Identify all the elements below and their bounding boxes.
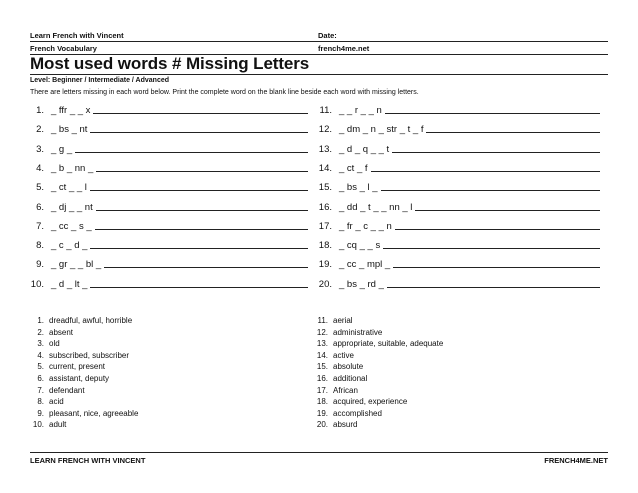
answer-blank-line[interactable] xyxy=(395,229,600,230)
answer-blank-line[interactable] xyxy=(371,171,600,172)
exercise-row xyxy=(312,122,600,135)
answer-blank-line[interactable] xyxy=(385,113,600,114)
missing-letters-word: _ dj _ _ nt xyxy=(51,201,93,213)
answer-blank-line[interactable] xyxy=(75,152,308,153)
translation-text: appropriate, suitable, adequate xyxy=(333,339,444,349)
translation-text: acid xyxy=(49,397,64,407)
exercise-number: 11. xyxy=(319,105,332,116)
missing-letters-word: _ gr _ _ bl _ xyxy=(51,259,102,271)
exercise-number: 9. xyxy=(36,259,44,271)
translation-number: 10. xyxy=(32,420,44,430)
translation-number: 1. xyxy=(37,316,44,325)
translation-text: dreadful, awful, horrible xyxy=(49,316,133,325)
translation-item xyxy=(30,316,132,325)
translation-text: old xyxy=(49,339,60,349)
exercise-row xyxy=(312,219,600,232)
answer-blank-line[interactable] xyxy=(95,229,308,230)
answer-blank-line[interactable] xyxy=(426,132,600,133)
answer-blank-line[interactable] xyxy=(381,190,600,191)
header-rule-1 xyxy=(30,41,608,42)
date-label: Date: xyxy=(318,31,337,40)
missing-letters-word: _ dd _ t _ _ nn _ l xyxy=(339,201,413,213)
exercise-number: 2. xyxy=(36,124,44,136)
missing-letters-word: _ ct _ f xyxy=(339,162,368,174)
translation-text: administrative xyxy=(333,327,383,337)
exercise-number: 12. xyxy=(318,124,332,136)
translation-number: 17. xyxy=(316,385,328,395)
translation-number: 6. xyxy=(37,374,44,383)
translation-number: 16. xyxy=(316,374,328,383)
exercise-number: 10. xyxy=(30,278,44,290)
exercise-number: 6. xyxy=(36,201,44,213)
translation-text: absolute xyxy=(333,362,364,372)
translation-text: African xyxy=(333,385,358,395)
exercise-number: 20. xyxy=(318,278,332,290)
missing-letters-word: _ cq _ _ s xyxy=(339,240,381,252)
translation-number: 5. xyxy=(37,362,44,372)
missing-letters-word: _ _ r _ _ n xyxy=(339,105,382,116)
exercise-number: 4. xyxy=(36,162,44,174)
translation-item xyxy=(30,374,109,383)
translation-item xyxy=(314,420,357,429)
missing-letters-word: _ b _ nn _ xyxy=(51,162,94,174)
missing-letters-word: _ cc _ mpl _ xyxy=(339,259,391,271)
exercise-number: 5. xyxy=(36,182,44,194)
translation-text: absurd xyxy=(333,420,358,430)
answer-blank-line[interactable] xyxy=(393,267,600,268)
answer-blank-line[interactable] xyxy=(93,113,308,114)
subject-label: French Vocabulary xyxy=(30,44,97,53)
exercise-row xyxy=(312,180,600,193)
footer-rule xyxy=(30,452,608,453)
missing-letters-word: _ g _ xyxy=(51,143,73,155)
exercise-row xyxy=(24,180,308,193)
footer-left: LEARN FRENCH WITH VINCENT xyxy=(30,456,146,465)
exercise-number: 15. xyxy=(318,182,332,194)
site-name: Learn French with Vincent xyxy=(30,31,124,40)
translation-item xyxy=(314,386,358,395)
translation-number: 8. xyxy=(37,397,44,407)
instructions: There are letters missing in each word below. Print the complete word on the blank line beside each word with missing letters. xyxy=(30,89,419,96)
exercise-number: 17. xyxy=(318,220,332,232)
translation-number: 12. xyxy=(316,327,328,337)
translation-number: 13. xyxy=(316,339,328,349)
answer-blank-line[interactable] xyxy=(90,132,308,133)
translation-number: 15. xyxy=(316,362,328,372)
exercise-row xyxy=(24,161,308,174)
exercise-row xyxy=(24,122,308,135)
translation-number: 3. xyxy=(37,339,44,349)
translation-item xyxy=(30,409,138,418)
missing-letters-word: _ d _ lt _ xyxy=(51,278,88,290)
answer-blank-line[interactable] xyxy=(96,171,308,172)
translation-text: acquired, experience xyxy=(333,397,408,407)
level-label: Level: Beginner / Intermediate / Advanced xyxy=(30,77,170,84)
answer-blank-line[interactable] xyxy=(104,267,308,268)
missing-letters-word: _ ct _ _ l xyxy=(51,182,87,194)
translation-item xyxy=(30,339,60,348)
translation-item xyxy=(314,351,354,360)
exercise-number: 8. xyxy=(36,240,44,252)
exercise-number: 14. xyxy=(318,162,332,174)
translation-text: additional xyxy=(333,374,368,383)
missing-letters-word: _ bs _ rd _ xyxy=(339,278,384,290)
exercise-row xyxy=(24,257,308,270)
translation-item xyxy=(314,328,382,337)
exercise-number: 19. xyxy=(318,259,332,271)
translation-item xyxy=(314,397,407,406)
missing-letters-word: _ c _ d _ xyxy=(51,240,88,252)
translation-item xyxy=(30,386,85,395)
missing-letters-word: _ d _ q _ _ t xyxy=(339,143,390,155)
missing-letters-word: _ bs _ nt xyxy=(51,124,88,136)
domain-label: french4me.net xyxy=(318,44,370,53)
translation-number: 4. xyxy=(37,350,44,360)
missing-letters-word: _ bs _ l _ xyxy=(339,182,378,194)
translation-text: current, present xyxy=(49,362,106,372)
translation-text: aerial xyxy=(333,316,353,325)
exercise-number: 3. xyxy=(36,143,44,155)
translation-number: 2. xyxy=(37,327,44,337)
translation-text: accomplished xyxy=(333,408,382,418)
translation-text: assistant, deputy xyxy=(49,374,110,383)
exercise-row xyxy=(24,219,308,232)
exercise-row xyxy=(24,200,308,213)
translation-text: adult xyxy=(49,420,67,430)
translation-number: 11. xyxy=(317,316,328,325)
translation-item xyxy=(30,397,64,406)
title-rule xyxy=(30,74,608,75)
translation-item xyxy=(30,351,129,360)
translation-number: 19. xyxy=(316,408,328,418)
exercise-row xyxy=(24,277,308,290)
exercise-row xyxy=(24,238,308,251)
translation-number: 7. xyxy=(37,385,44,395)
exercise-row xyxy=(312,161,600,174)
translation-number: 14. xyxy=(316,350,328,360)
translation-number: 9. xyxy=(37,408,44,418)
footer-right: FRENCH4ME.NET xyxy=(544,456,608,465)
exercise-row xyxy=(312,103,600,116)
exercise-number: 18. xyxy=(318,240,332,252)
exercise-number: 16. xyxy=(318,201,332,213)
answer-blank-line[interactable] xyxy=(90,248,308,249)
translation-item xyxy=(30,328,73,337)
exercise-number: 7. xyxy=(36,220,44,232)
exercise-row xyxy=(24,142,308,155)
answer-blank-line[interactable] xyxy=(90,190,308,191)
translation-text: active xyxy=(333,350,354,360)
missing-letters-word: _ dm _ n _ str _ t _ f xyxy=(339,124,424,136)
translation-text: subscribed, subscriber xyxy=(49,350,130,360)
exercise-row xyxy=(312,142,600,155)
exercise-row xyxy=(312,257,600,270)
translation-item xyxy=(314,362,363,371)
missing-letters-word: _ cc _ s _ xyxy=(51,220,92,232)
translation-item xyxy=(314,409,382,418)
answer-blank-line[interactable] xyxy=(383,248,600,249)
translation-item xyxy=(314,316,353,325)
translation-text: pleasant, nice, agreeable xyxy=(49,408,139,418)
answer-blank-line[interactable] xyxy=(96,210,308,211)
answer-blank-line[interactable] xyxy=(415,210,600,211)
answer-blank-line[interactable] xyxy=(387,287,600,288)
exercise-number: 1. xyxy=(36,105,44,116)
exercise-row xyxy=(24,103,308,116)
translation-number: 18. xyxy=(316,397,328,407)
translation-item xyxy=(30,420,66,429)
exercise-row xyxy=(312,238,600,251)
exercise-row xyxy=(312,277,600,290)
exercise-row xyxy=(312,200,600,213)
translation-number: 20. xyxy=(316,420,328,430)
translation-item xyxy=(314,374,367,383)
translation-text: defendant xyxy=(49,385,85,395)
missing-letters-word: _ ffr _ _ x xyxy=(51,105,91,116)
page-title: Most used words # Missing Letters xyxy=(30,54,310,73)
translation-item xyxy=(30,362,105,371)
answer-blank-line[interactable] xyxy=(392,152,600,153)
exercise-number: 13. xyxy=(318,143,332,155)
translation-text: absent xyxy=(49,327,74,337)
missing-letters-word: _ fr _ c _ _ n xyxy=(339,220,392,232)
translation-item xyxy=(314,339,443,348)
answer-blank-line[interactable] xyxy=(90,287,308,288)
